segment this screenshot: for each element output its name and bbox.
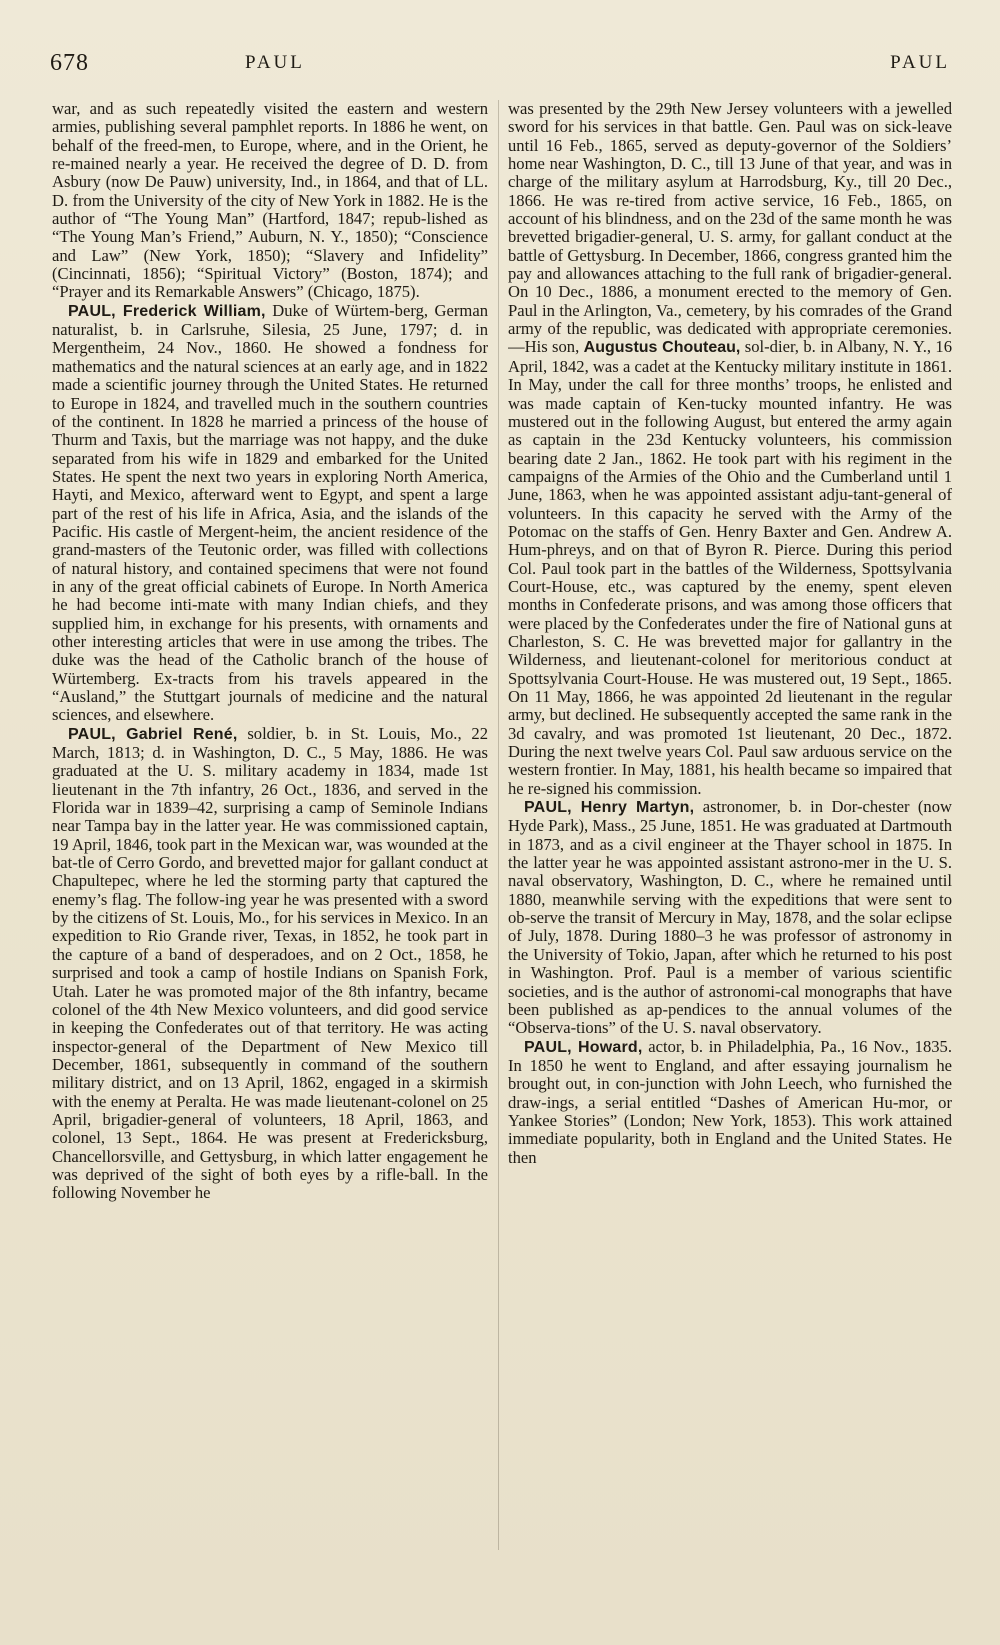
running-head	[50, 50, 950, 80]
entry-howard	[508, 1038, 952, 1167]
continued-paragraph: war, and as such repeatedly visited the eastern and western armies, publishing several pamphlet reports. In 1886 he went, on behalf of the freed-men, to Europe, where, and in the Orient, he re-mained nearly a year. He received the degree of D. D. from Asbury (now De Pauw) university, Ind., in 1864, and that of LL. D. from the University of the city of New York in 1882. He is the author of “The Young Man” (Hartford, 1847; repub-lished as “The Young Man’s Friend,” Auburn, N. Y., 1850); “Conscience and Law” (New York, 1850); “Slavery and Infidelity” (Cincinnati, 1856); “Spiritual Victory” (Boston, 1874); and “Prayer and its Remarkable Answers” (Chicago, 1875).	[52, 100, 488, 302]
entry-text: soldier, b. in St. Louis, Mo., 22 March, 1813; d. in Washington, D. C., 5 May, 1886. He was graduated at the U. S. military academy in 1834, made 1st lieutenant in the 7th infantry, 26 Oct., 1836, and served in the Florida war in 1839–42, surprising a camp of Seminole Indians near Tampa bay in the latter year. He was commissioned captain, 19 April, 1846, took part in the Mexican war, was wounded at the bat-tle of Cerro Gordo, and brevetted major for gallant conduct at Chapultepec, where he led the storming party that captured the enemy’s flag. The follow-ing year he was presented with a sword by the citizens of St. Louis, Mo., for his services in Mexico. In an expedition to Rio Grande river, Texas, in 1852, he took part in the capture of a band of desperadoes, and on 2 Oct., 1858, he surprised and took a camp of hostile Indians on Spanish Fork, Utah. Later he was promoted major of the 8th infantry, became colonel of the 4th New Mexico volunteers, and did good service in keeping the Confederates out of that territory. He was acting inspector-general of the Department of New Mexico till December, 1861, subsequently in command of the southern military district, and on 13 April, 1862, engaged in a skirmish with the enemy at Peralta. He was made lieutenant-colonel on 25 April, brigadier-general of volunteers, 18 April, 1863, and colonel, 13 Sept., 1864. He was present at Fredericksburg, Chancellorsville, and Gettysburg, in which latter engagement he was deprived of the sight of both eyes by a rifle-ball. In the following November he	[52, 723, 488, 1203]
entry-headword: PAUL, Gabriel René,	[68, 725, 238, 743]
column-divider	[498, 100, 499, 1550]
right-column	[508, 100, 952, 1620]
entry-henry-martyn	[508, 798, 952, 1037]
left-column	[52, 100, 488, 1620]
entry-frederick-william	[52, 302, 488, 725]
left-running-head: PAUL	[245, 52, 305, 73]
right-running-head: PAUL	[890, 52, 950, 73]
sub-entry-headword: Augustus Chouteau,	[583, 339, 741, 357]
continued-paragraph	[508, 100, 952, 798]
entry-text: astronomer, b. in Dor-chester (now Hyde Park), Mass., 25 June, 1851. He was graduated at Dartmouth in 1873, and as a civil engineer at the Thayer school in 1875. In the latter year he was appointed assistant astrono-mer in the U. S. naval observatory, Washington, D. C., where he remained until 1880, meanwhile serving with the expeditions that were sent to ob-serve the transit of Mercury in May, 1878, and the solar eclipse of July, 1878. During 1880–3 he was professor of astronomy in the University of Tokio, Japan, after which he returned to his post in Washington. Prof. Paul is a member of various scientific societies, and is the author of astronomi-cal monographs that have been published as ap-pendices to the annual volumes of the “Observa-tions” of the U. S. naval observatory.	[508, 797, 952, 1038]
entry-headword: PAUL, Frederick William,	[68, 302, 266, 320]
page-number: 678	[50, 50, 89, 76]
entry-gabriel-rene	[52, 725, 488, 1203]
entry-text: sol-dier, b. in Albany, N. Y., 16 April, 1842, was a cadet at the Kentucky military institute in 1861. In May, under the call for three months’ troops, he enlisted and was made captain of Ken-tucky mounted infantry. He was mustered out in the following August, but entered the army again as captain in the 23d Kentucky volunteers, his commission bearing date 2 Jan., 1862. He took part with his regiment in the campaigns of the Armies of the Ohio and the Cumberland until 1 June, 1863, when he was appointed assistant adju-tant-general of volunteers. In this capacity he served with the Army of the Potomac on the staffs of Gen. Henry Baxter and Gen. Andrew A. Hum-phreys, and on that of Byron R. Pierce. During this period Col. Paul took part in the battles of the Wilderness, Spottsylvania Court-House, etc., was captured by the enemy, spent eleven months in Confederate prisons, and was among those officers that were placed by the Confederates under the fire of National guns at Charleston, S. C. He was brevetted major for gallantry in the Wilderness, and lieutenant-colonel for meritorious conduct at Spottsylvania Court-House. He was mustered out, 19 Sept., 1865. On 11 May, 1866, he was appointed 2d lieutenant in the regular army, but declined. He subsequently accepted the same rank in the 3d cavalry, and was promoted 1st lieutenant, 20 Dec., 1872. During the next twelve years Col. Paul saw arduous service on the western frontier. In May, 1881, his health became so impaired that he re-signed his commission.	[508, 337, 952, 798]
entry-headword: PAUL, Howard,	[524, 1038, 643, 1056]
entry-text: was presented by the 29th New Jersey volunteers with a jewelled sword for his services in that battle. Gen. Paul was on sick-leave until 16 Feb., 1865, served as deputy-governor of the Soldiers’ home near Washington, D. C., till 13 June of that year, and was in charge of the military asylum at Harrodsburg, Ky., till 20 Dec., 1866. He was re-tired from active service, 16 Feb., 1865, on account of his blindness, and on the 23d of the same month he was brevetted brigadier-general, U. S. army, for gallant conduct at the battle of Gettysburg. In December, 1866, congress granted him the pay and allowances attaching to the full rank of brigadier-general. On 10 Dec., 1886, a monument erected to the memory of Gen. Paul in the Arlington, Va., cemetery, by his comrades of the Grand army of the republic, was dedicated with appropriate ceremonies.—His son,	[508, 100, 952, 357]
entry-headword: PAUL, Henry Martyn,	[524, 799, 695, 817]
entry-text: actor, b. in Philadelphia, Pa., 16 Nov., 1835. In 1850 he went to England, and after essaying journalism he brought out, in con-junction with John Leech, who furnished the draw-ings, a serial entitled “Dashes of American Hu-mor, or Yankee Stories” (London; New York, 1853). This work attained immediate popularity, both in England and the United States. He then	[508, 1036, 952, 1167]
entry-text: Duke of Würtem-berg, German naturalist, b. in Carlsruhe, Silesia, 25 June, 1797; d. in Mergentheim, 24 Nov., 1860. He showed a fondness for mathematics and the natural sciences at an early age, and in 1822 made a scientific journey through the United States. He returned to Europe in 1824, and travelled much in the southern countries of the continent. In 1828 he married a princess of the house of Thurm and Taxis, but the marriage was not happy, and the duke separated from his wife in 1829 and embarked for the United States. He spent the next two years in exploring North America, Hayti, and Mexico, afterward went to Egypt, and spent a large part of the rest of his life in Africa, Asia, and the islands of the Pacific. His castle of Mergent-heim, the ancient residence of the grand-masters of the Teutonic order, was filled with collections of natural history, and contained specimens that were not found in any of the great official cabinets of Europe. In North America he had become inti-mate with many Indian chiefs, and they supplied him, in exchange for his presents, with ornaments and other interesting articles that were in use among the tribes. The duke was the head of the Catholic branch of the house of Würtemberg. Ex-tracts from his travels appeared in the “Ausland,” the Stuttgart journals of medicine and the natural sciences, and elsewhere.	[52, 300, 488, 725]
